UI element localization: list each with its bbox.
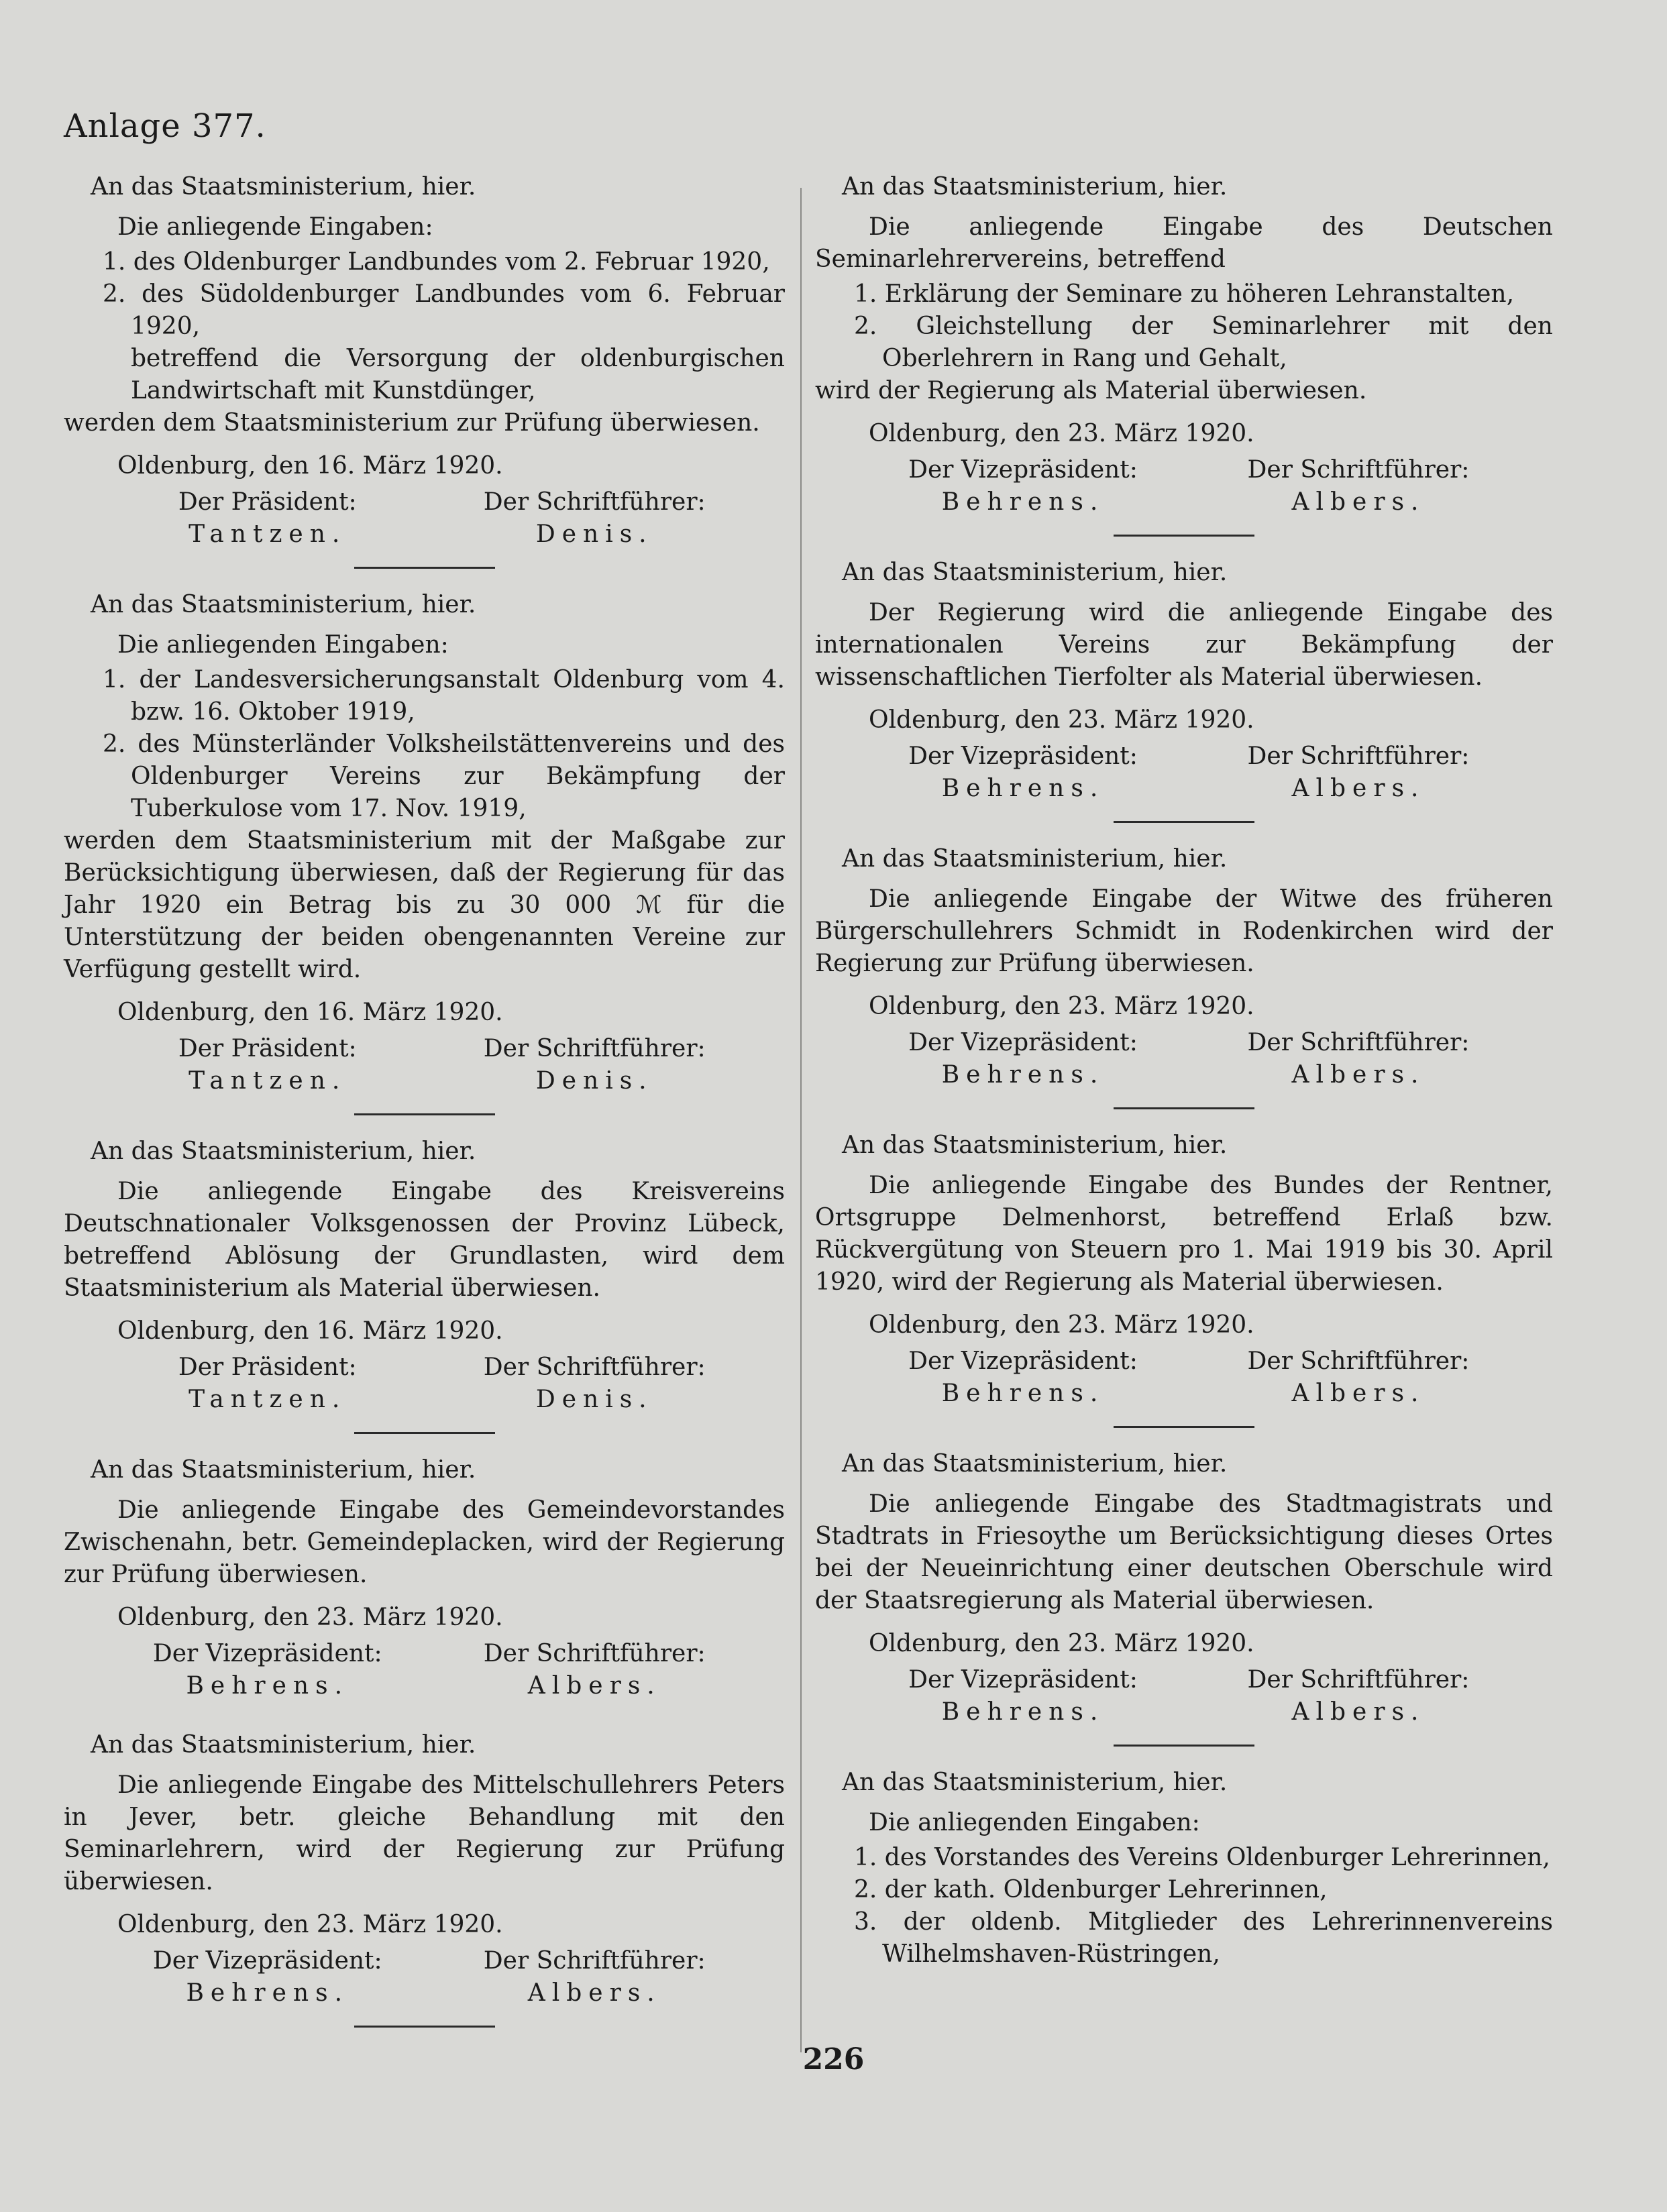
intro-text: Die anliegende Eingabe des Kreisvereins Deutschnationaler Volksgenossen der Provinz Lübeck, betreffend Ablösung der Grundlasten, wird dem Staatsministerium als Material überwiesen.: [64, 1178, 785, 1302]
signature-name: Albers.: [1291, 775, 1426, 802]
signature-title: Der Vizepräsident:: [908, 742, 1138, 770]
right-column: [815, 171, 1553, 1977]
signature-name: Behrens.: [941, 1380, 1105, 1407]
signature-name: Denis.: [535, 1386, 653, 1413]
signature-name: Albers.: [527, 1672, 661, 1700]
resolution: [815, 1767, 1553, 1971]
left-column: [64, 171, 785, 2048]
place-date: Oldenburg, den 16. März 1920.: [117, 452, 503, 480]
list-item: 1. des Oldenburger Landbundes vom 2. Februar 1920,: [103, 248, 770, 276]
section-divider: [354, 1432, 495, 1434]
signature-title: Der Präsident:: [178, 488, 357, 516]
signature-block: [815, 454, 1553, 518]
addressee: An das Staatsministerium, hier.: [91, 591, 476, 618]
signature-name: Tantzen.: [189, 520, 347, 548]
section-divider: [1114, 821, 1254, 823]
signature-right: [1224, 740, 1493, 805]
tail-text: werden dem Staatsministerium mit der Maßgabe zur Berücksichtigung überwiesen, daß der Regierung für das Jahr 1920 ein Betrag bis zu 30 000 ℳ für die Unterstützung der beiden obengenannten Vereine zur Verfügung gestellt wird.: [64, 827, 785, 983]
place-date: Oldenburg, den 16. März 1920.: [117, 1317, 503, 1345]
signature-left: [889, 1027, 1157, 1091]
signature-left: [137, 1638, 398, 1702]
signature-left: [889, 1345, 1157, 1410]
addressee: An das Staatsministerium, hier.: [842, 845, 1228, 873]
continuation-text: betreffend die Versorgung der oldenburgischen Landwirtschaft mit Kunstdünger,: [131, 345, 785, 404]
signature-title: Der Vizepräsident:: [152, 1640, 382, 1667]
signature-right: [1224, 1345, 1493, 1410]
column-divider: [800, 188, 802, 2052]
signature-block: [64, 1638, 785, 1702]
intro-text: Die anliegende Eingaben:: [117, 213, 433, 241]
list-item: 2. der kath. Oldenburger Lehrerinnen,: [854, 1876, 1328, 1903]
intro-text: Die anliegende Eingabe des Stadtmagistrats und Stadtrats in Friesoythe um Berücksichtigung dieses Ortes bei der Neueinrichtung einer deutschen Oberschule wird der Staatsregierung als Material überwiesen.: [815, 1490, 1553, 1614]
signature-name: Denis.: [535, 520, 653, 548]
addressee: An das Staatsministerium, hier.: [91, 1456, 476, 1484]
resolution: [815, 843, 1553, 1109]
list-item: 1. der Landesversicherungsanstalt Oldenburg vom 4. bzw. 16. Oktober 1919,: [103, 666, 785, 726]
resolution: [815, 171, 1553, 537]
addressee: An das Staatsministerium, hier.: [91, 1731, 476, 1759]
tail-text: werden dem Staatsministerium zur Prüfung überwiesen.: [64, 409, 760, 437]
place-date: Oldenburg, den 23. März 1920.: [869, 993, 1254, 1020]
signature-left: [137, 486, 398, 551]
signature-title: Der Vizepräsident:: [908, 1029, 1138, 1056]
addressee: An das Staatsministerium, hier.: [842, 559, 1228, 586]
resolution: [64, 589, 785, 1115]
signature-title: Der Vizepräsident:: [908, 456, 1138, 484]
signature-right: [464, 1638, 725, 1702]
signature-name: Behrens.: [186, 1672, 349, 1700]
list-item: 3. der oldenb. Mitglieder des Lehrerinnenvereins Wilhelmshaven-Rüstringen,: [854, 1908, 1553, 1968]
signature-title: Der Präsident:: [178, 1353, 357, 1381]
resolution: [64, 171, 785, 569]
section-divider: [1114, 535, 1254, 537]
signature-block: [815, 740, 1553, 805]
signature-left: [889, 1664, 1157, 1728]
signature-title: Der Vizepräsident:: [908, 1347, 1138, 1375]
signature-name: Albers.: [527, 1979, 661, 2007]
signature-left: [889, 454, 1157, 518]
page-header: Anlage 377.: [64, 107, 266, 145]
signature-block: [64, 1945, 785, 2009]
addressee: An das Staatsministerium, hier.: [91, 173, 476, 201]
addressee: An das Staatsministerium, hier.: [842, 173, 1228, 201]
signature-title: Der Schriftführer:: [483, 488, 706, 516]
place-date: Oldenburg, den 23. März 1920.: [869, 1311, 1254, 1339]
signature-block: [64, 1033, 785, 1097]
intro-text: Die anliegenden Eingaben:: [869, 1809, 1200, 1836]
resolution: [64, 1729, 785, 2028]
place-date: Oldenburg, den 23. März 1920.: [117, 1604, 503, 1631]
intro-text: Die anliegende Eingabe des Gemeindevorstandes Zwischenahn, betr. Gemeindeplacken, wird der Regierung zur Prüfung überwiesen.: [64, 1496, 785, 1588]
signature-title: Der Schriftführer:: [1247, 456, 1470, 484]
intro-text: Der Regierung wird die anliegende Eingabe des internationalen Vereins zur Bekämpfung der wissenschaftlichen Tierfolter als Material überwiesen.: [815, 599, 1553, 691]
resolution: [815, 1129, 1553, 1428]
signature-name: Behrens.: [941, 1061, 1105, 1089]
list-item: 1. des Vorstandes des Vereins Oldenburger Lehrerinnen,: [854, 1844, 1550, 1871]
signature-title: Der Schriftführer:: [483, 1640, 706, 1667]
signature-title: Der Schriftführer:: [483, 1353, 706, 1381]
signature-title: Der Schriftführer:: [1247, 1666, 1470, 1694]
signature-name: Tantzen.: [189, 1386, 347, 1413]
signature-title: Der Schriftführer:: [1247, 1029, 1470, 1056]
signature-block: [64, 1351, 785, 1416]
signature-block: [815, 1664, 1553, 1728]
section-divider: [1114, 1107, 1254, 1109]
signature-right: [464, 1351, 725, 1416]
signature-left: [137, 1033, 398, 1097]
section-divider: [354, 2026, 495, 2028]
signature-name: Tantzen.: [189, 1067, 347, 1095]
place-date: Oldenburg, den 23. März 1920.: [869, 706, 1254, 734]
resolution: [64, 1136, 785, 1434]
signature-title: Der Schriftführer:: [1247, 1347, 1470, 1375]
signature-right: [464, 486, 725, 551]
signature-title: Der Schriftführer:: [483, 1947, 706, 1975]
signature-name: Albers.: [1291, 1380, 1426, 1407]
list-item: 2. des Münsterländer Volksheilstättenvereins und des Oldenburger Vereins zur Bekämpfung der Tuberkulose vom 17. Nov. 1919,: [103, 730, 785, 822]
signature-name: Behrens.: [941, 775, 1105, 802]
page-number: 226: [802, 2042, 865, 2077]
intro-text: Die anliegende Eingabe des Deutschen Seminarlehrervereins, betreffend: [815, 213, 1553, 273]
signature-block: [815, 1027, 1553, 1091]
signature-name: Albers.: [1291, 488, 1426, 516]
resolution: [64, 1454, 785, 1702]
place-date: Oldenburg, den 23. März 1920.: [117, 1911, 503, 1938]
list-item: 2. Gleichstellung der Seminarlehrer mit den Oberlehrern in Rang und Gehalt,: [854, 313, 1553, 372]
signature-name: Behrens.: [941, 1698, 1105, 1726]
signature-name: Albers.: [1291, 1698, 1426, 1726]
signature-right: [464, 1945, 725, 2009]
resolution: [815, 1448, 1553, 1747]
signature-left: [889, 740, 1157, 805]
signature-title: Der Präsident:: [178, 1035, 357, 1062]
list-item: 2. des Südoldenburger Landbundes vom 6. Februar 1920,: [103, 280, 785, 340]
tail-text: wird der Regierung als Material überwiesen.: [815, 377, 1367, 404]
section-divider: [354, 1113, 495, 1115]
place-date: Oldenburg, den 23. März 1920.: [869, 1630, 1254, 1657]
resolution: [815, 557, 1553, 823]
signature-name: Albers.: [1291, 1061, 1426, 1089]
intro-text: Die anliegende Eingabe des Mittelschullehrers Peters in Jever, betr. gleiche Behandlung mit den Seminarlehrern, wird der Regierung zur Prüfung überwiesen.: [64, 1771, 785, 1895]
signature-name: Behrens.: [186, 1979, 349, 2007]
section-divider: [1114, 1745, 1254, 1747]
signature-name: Behrens.: [941, 488, 1105, 516]
addressee: An das Staatsministerium, hier.: [842, 1131, 1228, 1159]
signature-name: Denis.: [535, 1067, 653, 1095]
section-divider: [354, 567, 495, 569]
signature-right: [1224, 1027, 1493, 1091]
signature-right: [1224, 1664, 1493, 1728]
signature-left: [137, 1945, 398, 2009]
signature-left: [137, 1351, 398, 1416]
signature-block: [64, 486, 785, 551]
signature-right: [464, 1033, 725, 1097]
signature-right: [1224, 454, 1493, 518]
place-date: Oldenburg, den 16. März 1920.: [117, 999, 503, 1026]
addressee: An das Staatsministerium, hier.: [842, 1450, 1228, 1478]
signature-title: Der Schriftführer:: [1247, 742, 1470, 770]
signature-title: Der Schriftführer:: [483, 1035, 706, 1062]
intro-text: Die anliegende Eingabe des Bundes der Rentner, Ortsgruppe Delmenhorst, betreffend Erlaß bzw. Rückvergütung von Steuern pro 1. Mai 1919 bis 30. April 1920, wird der Regierung als Material überwiesen.: [815, 1172, 1553, 1296]
signature-title: Der Vizepräsident:: [908, 1666, 1138, 1694]
signature-title: Der Vizepräsident:: [152, 1947, 382, 1975]
section-divider: [1114, 1426, 1254, 1428]
signature-block: [815, 1345, 1553, 1410]
intro-text: Die anliegende Eingabe der Witwe des früheren Bürgerschullehrers Schmidt in Rodenkirchen wird der Regierung zur Prüfung überwiesen.: [815, 885, 1553, 977]
addressee: An das Staatsministerium, hier.: [842, 1769, 1228, 1796]
addressee: An das Staatsministerium, hier.: [91, 1138, 476, 1165]
list-item: 1. Erklärung der Seminare zu höheren Lehranstalten,: [854, 280, 1515, 308]
intro-text: Die anliegenden Eingaben:: [117, 631, 449, 659]
place-date: Oldenburg, den 23. März 1920.: [869, 420, 1254, 447]
